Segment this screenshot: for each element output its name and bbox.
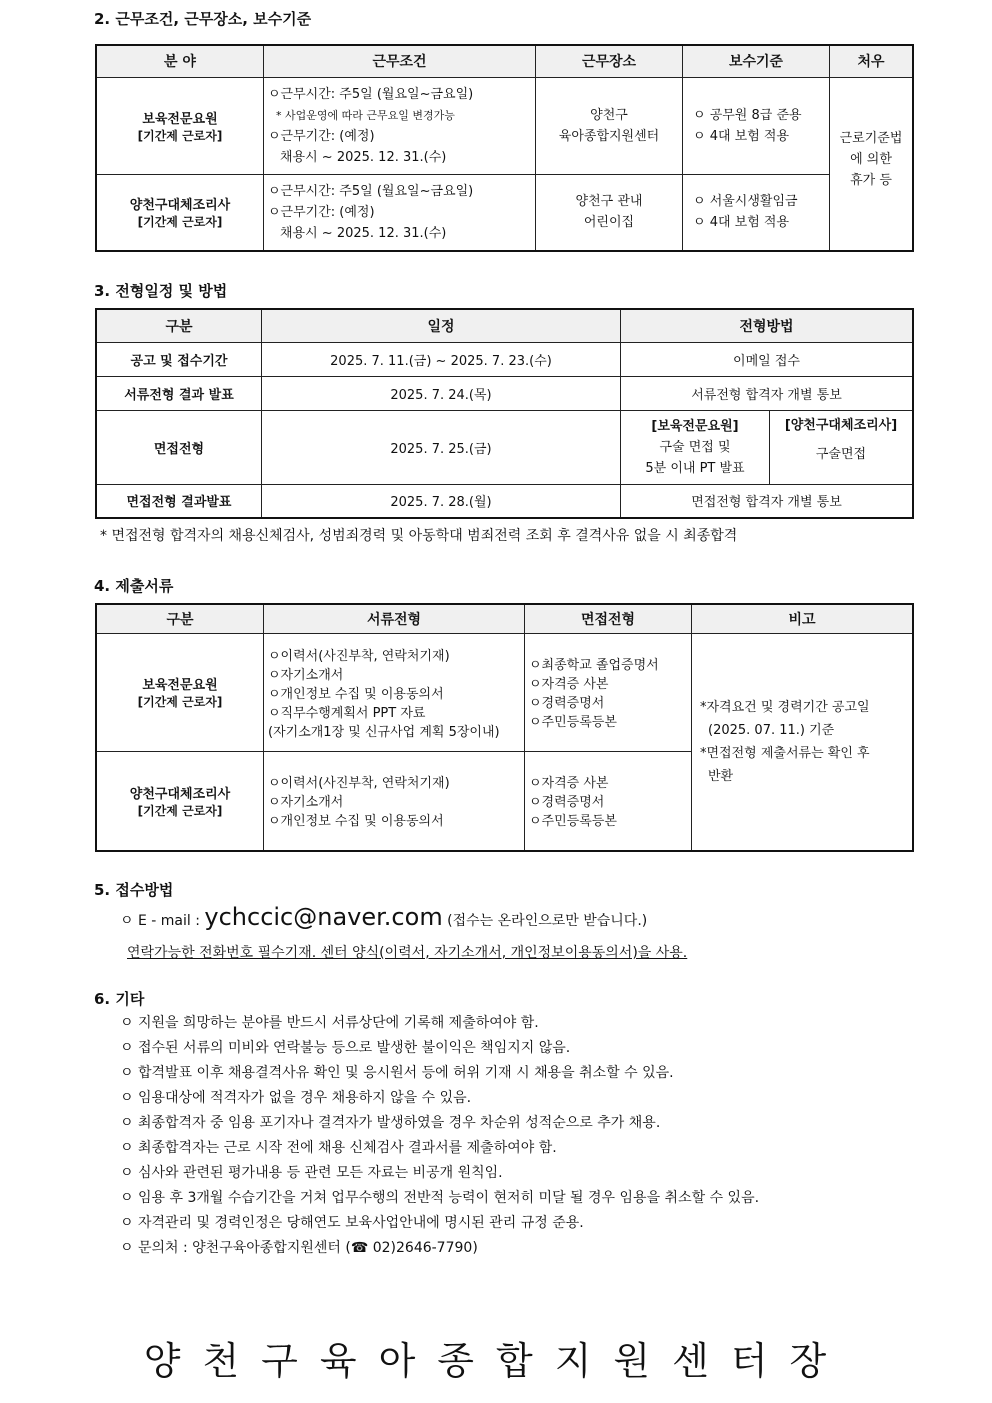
header-category: 구분 xyxy=(96,309,262,342)
list-item: ㅇ 최종합격자는 근로 시작 전에 채용 신체검사 결과서를 제출하여야 함. xyxy=(120,1140,557,1156)
field-name: 보육전문요원 xyxy=(142,111,218,127)
list-item: ㅇ 임용 후 3개월 수습기간을 거쳐 업무수행의 전반적 능력이 현저히 미달 될 경우 임용을 취소할 수 있음. xyxy=(120,1190,760,1206)
field-name: 양천구대체조리사 xyxy=(129,198,231,214)
document-item: ㅇ개인정보 수집 및 이용동의서 xyxy=(268,686,444,702)
place-cell xyxy=(536,174,683,251)
interview-item: ㅇ경력증명서 xyxy=(529,696,605,711)
interview-item: ㅇ주민등록등본 xyxy=(529,715,617,730)
section-3-title: 3. 전형일정 및 방법 xyxy=(94,282,228,300)
method-line: 구술면접 xyxy=(815,446,867,462)
schedule-label: 면접전형 xyxy=(96,410,262,484)
header-conditions: 근무조건 xyxy=(264,45,536,77)
list-item: ㅇ 심사와 관련된 평가내용 등 관련 모든 자료는 비공개 원칙임. xyxy=(120,1165,503,1181)
schedule-note: * 면접전형 합격자의 채용신체검사, 성범죄경력 및 아동학대 범죄전력 조회 후 결격사유 없을 시 최종합격 xyxy=(100,528,738,544)
pay-cell xyxy=(683,77,830,174)
schedule-label: 공고 및 접수기간 xyxy=(96,342,262,376)
other-notes-list xyxy=(120,1011,759,1261)
list-item: ㅇ 자격관리 및 경력인정은 당해연도 보육사업안내에 명시된 관리 규정 준용. xyxy=(120,1215,584,1231)
pay-line: ㅇ 4대 보험 적용 xyxy=(693,215,790,231)
treatment-line: 근로기준법 xyxy=(839,130,903,146)
schedule-table xyxy=(95,308,914,519)
interview-item: ㅇ자격증 사본 xyxy=(529,776,609,792)
email-prefix: ㅇ E - mail : xyxy=(120,913,200,929)
header-interview: 면접전형 xyxy=(525,604,692,633)
place-line: 어린이집 xyxy=(583,215,635,231)
schedule-date: 2025. 7. 11.(금) ~ 2025. 7. 23.(수) xyxy=(262,342,621,376)
field-substitute-cook xyxy=(96,174,264,251)
field-sub: [기간제 근로자] xyxy=(137,128,223,143)
interview-item: ㅇ자격증 사본 xyxy=(529,677,609,692)
section-2-title: 2. 근무조건, 근무장소, 보수기준 xyxy=(94,10,312,28)
treatment-line: 휴가 등 xyxy=(850,172,892,188)
list-item: ㅇ 지원을 희망하는 분야를 반드시 서류상단에 기록해 제출하여야 함. xyxy=(120,1015,539,1031)
method-childcare xyxy=(621,410,770,484)
field-name: 양천구대체조리사 xyxy=(129,786,231,802)
remark-line: 반환 xyxy=(708,768,734,784)
method-line: 구술 면접 및 xyxy=(659,439,731,455)
document-item: ㅇ자기소개서 xyxy=(268,667,344,683)
pay-line: ㅇ 공무원 8급 준용 xyxy=(693,107,802,123)
document-item: (자기소개1장 및 신규사업 계획 5장이내) xyxy=(268,724,500,740)
document-item: ㅇ자기소개서 xyxy=(268,795,344,811)
email-address[interactable]: ychccic@naver.com xyxy=(204,903,443,931)
interview-list xyxy=(525,633,692,751)
condition-line: 채용시 ~ 2025. 12. 31.(수) xyxy=(280,225,447,241)
list-item: ㅇ 접수된 서류의 미비와 연락불능 등으로 발생한 불이익은 책임지지 않음. xyxy=(120,1040,571,1056)
place-line: 양천구 관내 xyxy=(575,194,643,210)
list-item: ㅇ 최종합격자 중 임용 포기자나 결격자가 발생하였을 경우 차순위 성적순으로 추가 채용. xyxy=(120,1115,661,1131)
schedule-date: 2025. 7. 28.(월) xyxy=(262,484,621,518)
document-item: ㅇ이력서(사진부착, 연락처기재) xyxy=(268,648,450,664)
header-field: 분 야 xyxy=(96,45,264,77)
schedule-method: 서류전형 합격자 개별 통보 xyxy=(621,376,914,410)
interview-item: ㅇ주민등록등본 xyxy=(529,814,617,830)
schedule-label: 면접전형 결과발표 xyxy=(96,484,262,518)
interview-list xyxy=(525,751,692,851)
section-4-title: 4. 제출서류 xyxy=(94,577,174,595)
document-item: ㅇ개인정보 수집 및 이용동의서 xyxy=(268,814,444,830)
conditions-cell xyxy=(264,174,536,251)
schedule-date: 2025. 7. 24.(목) xyxy=(262,376,621,410)
email-note: (접수는 온라인으로만 받습니다.) xyxy=(447,913,648,929)
condition-line: ㅇ근무시간: 주5일 (월요일~금요일) xyxy=(268,86,474,102)
email-line xyxy=(120,903,647,931)
header-place: 근무장소 xyxy=(536,45,683,77)
header-document: 서류전형 xyxy=(264,604,525,633)
treatment-cell xyxy=(830,77,914,251)
header-remark: 비고 xyxy=(692,604,914,633)
schedule-method: 면접전형 합격자 개별 통보 xyxy=(621,484,914,518)
list-item: ㅇ 합격발표 이후 채용결격사유 확인 및 응시원서 등에 허위 기재 시 채용을 취소할 수 있음. xyxy=(120,1065,674,1081)
documents-table xyxy=(95,603,914,852)
header-method: 전형방법 xyxy=(621,309,914,342)
method-head: [보육전문요원] xyxy=(651,418,739,434)
document-list xyxy=(264,633,525,751)
list-item: ㅇ 문의처 : 양천구육아종합지원센터 (☎ 02)2646-7790) xyxy=(120,1240,478,1256)
header-pay: 보수기준 xyxy=(683,45,830,77)
place-cell xyxy=(536,77,683,174)
field-sub: [기간제 근로자] xyxy=(137,215,223,230)
field-childcare-specialist xyxy=(96,633,264,751)
remark-cell xyxy=(692,633,914,851)
method-head: [양천구대체조리사] xyxy=(784,417,898,433)
field-childcare-specialist xyxy=(96,77,264,174)
schedule-method: 이메일 접수 xyxy=(621,342,914,376)
place-line: 육아종합지원센터 xyxy=(558,128,660,144)
condition-line: ㅇ근무시간: 주5일 (월요일~금요일) xyxy=(268,183,474,199)
field-substitute-cook xyxy=(96,751,264,851)
interview-item: ㅇ최종학교 졸업증명서 xyxy=(529,658,659,673)
interview-item: ㅇ경력증명서 xyxy=(529,795,605,811)
field-sub: [기간제 근로자] xyxy=(137,695,223,709)
condition-line: ㅇ근무기간: (예정) xyxy=(268,204,375,220)
field-name: 보육전문요원 xyxy=(142,678,218,693)
remark-line: *면접전형 제출서류는 확인 후 xyxy=(700,745,870,761)
pay-line: ㅇ 서울시생활임금 xyxy=(693,194,798,210)
condition-line: 채용시 ~ 2025. 12. 31.(수) xyxy=(280,149,447,165)
method-line: 5분 이내 PT 발표 xyxy=(645,460,745,476)
document-item: ㅇ이력서(사진부착, 연락처기재) xyxy=(268,776,450,792)
work-conditions-table xyxy=(95,44,914,252)
signature-org-head: 양천구육아종합지원센터장 xyxy=(143,1339,849,1383)
condition-line: * 사업운영에 따라 근무요일 변경가능 xyxy=(276,108,455,122)
header-schedule: 일정 xyxy=(262,309,621,342)
document-item: ㅇ직무수행계획서 PPT 자료 xyxy=(268,705,426,721)
schedule-label: 서류전형 결과 발표 xyxy=(96,376,262,410)
field-sub: [기간제 근로자] xyxy=(137,803,223,818)
pay-line: ㅇ 4대 보험 적용 xyxy=(693,128,790,144)
remark-line: (2025. 07. 11.) 기준 xyxy=(708,722,835,738)
place-line: 양천구 xyxy=(590,107,628,123)
method-cook xyxy=(770,410,914,484)
remark-line: *자격요건 및 경력기간 공고일 xyxy=(700,699,870,715)
condition-line: ㅇ근무기간: (예정) xyxy=(268,128,375,144)
list-item: ㅇ 임용대상에 적격자가 없을 경우 채용하지 않을 수 있음. xyxy=(120,1090,472,1106)
pay-cell xyxy=(683,174,830,251)
section-5-title: 5. 접수방법 xyxy=(94,881,174,899)
treatment-line: 에 의한 xyxy=(850,151,892,167)
schedule-date: 2025. 7. 25.(금) xyxy=(262,410,621,484)
header-category: 구분 xyxy=(96,604,264,633)
application-instruction: 연락가능한 전화번호 필수기재. 센터 양식(이력서, 자기소개서, 개인정보이용동의서)을 사용. xyxy=(127,945,688,961)
conditions-cell xyxy=(264,77,536,174)
header-treatment: 처우 xyxy=(830,45,914,77)
document-list xyxy=(264,751,525,851)
section-6-title: 6. 기타 xyxy=(94,990,145,1008)
